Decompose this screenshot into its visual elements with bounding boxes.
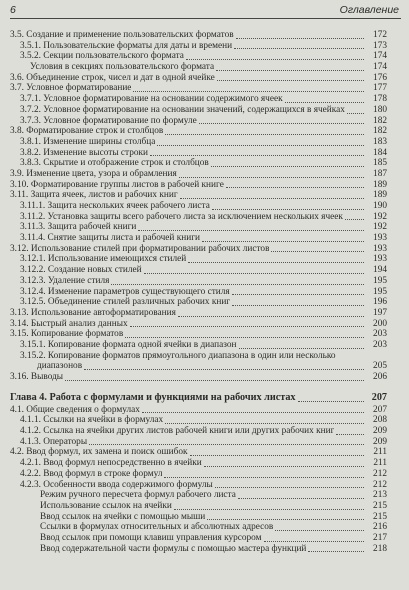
toc-entry-line <box>10 158 387 169</box>
toc-entry-line <box>10 201 387 212</box>
dot-leader <box>111 283 364 285</box>
toc-entry-text: 3.16. Выводы <box>10 372 64 383</box>
toc-entry-line <box>10 437 387 448</box>
toc-entry-line <box>10 426 387 437</box>
toc-page-number: 197 <box>373 307 387 318</box>
toc-page-number: 189 <box>373 190 387 201</box>
dot-leader <box>138 229 364 231</box>
toc-entry <box>10 201 387 212</box>
toc-entry <box>10 490 387 501</box>
toc-entry <box>10 287 387 298</box>
toc-entry-line <box>10 447 387 458</box>
toc-page-number: 218 <box>373 543 387 554</box>
toc-page-number: 195 <box>373 286 387 297</box>
toc-entry <box>10 265 387 276</box>
toc-entry-line <box>10 73 387 84</box>
toc-entry <box>10 480 387 491</box>
toc-page-number: 212 <box>373 468 387 479</box>
toc-entry-text: Ввод ссылок при помощи клавиш управления курсором <box>40 532 262 543</box>
dot-leader <box>204 465 364 467</box>
toc-entry-line <box>10 169 387 180</box>
toc-page-number: 192 <box>373 211 387 222</box>
toc-entry <box>10 212 387 223</box>
toc-page-number: 205 <box>373 361 387 372</box>
toc-page-number: 187 <box>373 168 387 179</box>
toc-page-number: 172 <box>373 30 387 40</box>
dot-leader <box>212 208 364 210</box>
toc-entry-text: 3.12.1. Использование имеющихся стилей <box>20 254 187 265</box>
toc-entry-text: 3.6. Объединение строк, чисел и дат в одной ячейке <box>10 72 215 83</box>
toc-entry <box>10 319 387 330</box>
toc-page-number: 182 <box>373 115 387 126</box>
dot-leader <box>144 272 364 274</box>
toc-entry-text: 3.12. Использование стилей при форматировании рабочих листов <box>10 243 270 254</box>
toc-entry-text: 4.2.3. Особенности ввода содержимого формулы <box>20 479 213 490</box>
toc-entry-text: 3.8.3. Скрытие и отображение строк и столбцов <box>20 158 209 169</box>
toc-entry <box>10 512 387 523</box>
toc-entry-line <box>10 41 387 52</box>
toc-entry-line <box>10 30 387 41</box>
toc-entry <box>10 297 387 308</box>
toc-page-number: 215 <box>373 500 387 511</box>
toc-page-number: 216 <box>373 522 387 533</box>
dot-leader <box>234 47 364 49</box>
dot-leader <box>165 133 364 135</box>
toc-entry-text: 3.7.2. Условное форматирование на основании значений, содержащихся в ячейках <box>20 104 345 115</box>
table-of-contents <box>10 30 387 554</box>
toc-entry-text: 3.11. Защита ячеек, листов и рабочих книг <box>10 190 178 201</box>
toc-entry-text: 4.2. Ввод формул, их замена и поиск ошибок <box>10 447 188 458</box>
toc-entry <box>10 148 387 159</box>
toc-page-number: 174 <box>373 62 387 73</box>
toc-page-number: 209 <box>373 436 387 447</box>
toc-entry-text: 3.8. Форматирование строк и столбцов <box>10 126 164 137</box>
toc-entry-line <box>10 329 387 340</box>
toc-page-number: 195 <box>373 275 387 286</box>
dot-leader <box>202 240 364 242</box>
toc-entry-text: 3.14. Быстрый анализ данных <box>10 318 128 329</box>
dot-leader <box>142 411 364 413</box>
toc-entry-text: 4.2.2. Ввод формул в строке формул <box>20 468 163 479</box>
toc-entry-line <box>10 62 387 73</box>
toc-entry-text: Режим ручного пересчета формул рабочего листа <box>40 490 236 501</box>
toc-page-number: 173 <box>373 40 387 51</box>
toc-page-number: 174 <box>373 51 387 62</box>
toc-entry <box>10 254 387 265</box>
dot-leader <box>125 336 364 338</box>
toc-entry <box>10 351 387 372</box>
toc-page-number: 209 <box>373 426 387 437</box>
toc-entry-text: 3.15. Копирование форматов <box>10 329 124 340</box>
toc-entry <box>10 426 387 437</box>
toc-chapter-entry <box>10 392 387 404</box>
dot-leader <box>345 218 364 220</box>
dot-leader <box>238 497 364 499</box>
toc-page-number: 203 <box>373 329 387 340</box>
toc-entry-text: 3.12.3. Удаление стиля <box>20 275 110 286</box>
toc-entry-text: 4.1. Общие сведения о формулах <box>10 404 140 415</box>
toc-entry-line <box>10 469 387 480</box>
toc-entry-line <box>10 254 387 265</box>
dot-leader <box>164 476 364 478</box>
toc-entry-text: 4.1.2. Ссылка на ячейки других листов рабочей книги или других рабочих книг <box>20 426 335 437</box>
toc-entry <box>10 469 387 480</box>
toc-entry-text: 3.7.1. Условное форматирование на основании содержимого ячеек <box>20 94 283 105</box>
toc-page-number: 193 <box>373 243 387 254</box>
toc-entry-line <box>10 501 387 512</box>
toc-entry-text: Использование ссылок на ячейки <box>40 500 172 511</box>
dot-leader <box>207 518 364 520</box>
toc-entry-line <box>10 405 387 416</box>
dot-leader <box>165 422 364 424</box>
dot-leader <box>89 443 364 445</box>
toc-entry <box>10 276 387 287</box>
toc-entry-text: 3.5.2. Секции пользовательского формата <box>20 51 184 62</box>
dot-leader <box>232 293 364 295</box>
toc-entry <box>10 137 387 148</box>
toc-entry <box>10 437 387 448</box>
toc-entry <box>10 169 387 180</box>
toc-entry <box>10 447 387 458</box>
dot-leader <box>215 486 364 488</box>
toc-page-number: 193 <box>373 254 387 265</box>
dot-leader <box>347 112 364 114</box>
toc-entry-text: 3.7. Условное форматирование <box>10 83 132 94</box>
dot-leader <box>150 154 364 156</box>
toc-entry-line <box>10 287 387 298</box>
toc-entry-text: 3.8.1. Изменение ширины столбца <box>20 136 156 147</box>
toc-entry-text: Ввод содержательной части формулы с помощью мастера функций <box>40 543 307 554</box>
dot-leader <box>84 368 364 370</box>
toc-entry-text: 4.1.3. Операторы <box>20 436 88 447</box>
toc-entry-line <box>10 297 387 308</box>
toc-page-number: 212 <box>373 479 387 490</box>
toc-entry <box>10 329 387 340</box>
dot-leader <box>217 79 364 81</box>
toc-entry-text: 3.9. Изменение цвета, узора и обрамления <box>10 168 177 179</box>
page-header <box>10 4 401 19</box>
toc-page-number: 176 <box>373 72 387 83</box>
toc-entry-text: 3.13. Использование автоформатирования <box>10 307 176 318</box>
dot-leader <box>336 433 364 435</box>
toc-entry-text: 3.8.2. Изменение высоты строки <box>20 147 149 158</box>
toc-page-number: 183 <box>373 136 387 147</box>
toc-entry <box>10 544 387 555</box>
dot-leader <box>188 261 364 263</box>
toc-entry <box>10 522 387 533</box>
toc-entry-text: 3.12.4. Изменение параметров существующего стиля <box>20 286 230 297</box>
toc-entry-line <box>10 340 387 351</box>
toc-entry <box>10 458 387 469</box>
toc-entry-text: 3.15.2. Копирование форматов прямоугольного диапазона в один или несколько <box>20 350 336 361</box>
toc-entry <box>10 158 387 169</box>
toc-entry-text: 3.7.3. Условное форматирование по формуле <box>20 115 197 126</box>
dot-leader <box>211 165 364 167</box>
toc-entry-line <box>10 361 387 372</box>
toc-entry <box>10 405 387 416</box>
toc-entry-line <box>10 319 387 330</box>
toc-page-number: 193 <box>373 233 387 244</box>
toc-entry-line <box>10 458 387 469</box>
toc-page-number: 215 <box>373 511 387 522</box>
toc-entry <box>10 308 387 319</box>
toc-entry-line <box>10 116 387 127</box>
toc-page-number: 185 <box>373 158 387 169</box>
toc-entry-text: 3.11.4. Снятие защиты листа и рабочей книги <box>20 233 200 244</box>
toc-page-number: 192 <box>373 222 387 233</box>
dot-leader <box>232 304 364 306</box>
dot-leader <box>190 454 364 456</box>
toc-page-number: 184 <box>373 147 387 158</box>
toc-entry-text: 3.11.1. Защита нескольких ячеек рабочего листа <box>20 201 210 211</box>
toc-entry-line <box>10 222 387 233</box>
toc-entry-text: Ввод ссылок на ячейки с помощью мыши <box>40 511 206 522</box>
toc-entry-line <box>10 233 387 244</box>
toc-entry-line <box>10 51 387 62</box>
toc-entry <box>10 105 387 116</box>
dot-leader <box>285 101 364 103</box>
toc-entry-line <box>10 522 387 533</box>
toc-page-number: 200 <box>373 318 387 329</box>
page-number: 6 <box>10 4 16 16</box>
toc-entry-text: Условия в секциях пользовательского формата <box>30 62 215 73</box>
toc-entry <box>10 83 387 94</box>
toc-entry-line <box>10 190 387 201</box>
toc-entry-text: 3.10. Форматирование группы листов в рабочей книге <box>10 179 224 190</box>
toc-page-number: 190 <box>373 201 387 211</box>
dot-leader <box>199 122 364 124</box>
toc-page-number: 178 <box>373 94 387 105</box>
toc-entry <box>10 190 387 201</box>
toc-entry <box>10 51 387 62</box>
toc-entry-line <box>10 265 387 276</box>
toc-page-number: 207 <box>373 404 387 415</box>
toc-entry-line <box>10 512 387 523</box>
toc-entry <box>10 41 387 52</box>
toc-entry-line <box>10 480 387 491</box>
toc-entry-text: 3.5. Создание и применение пользовательских форматов <box>10 30 234 40</box>
toc-page-number: 208 <box>373 415 387 426</box>
toc-entry-line <box>10 105 387 116</box>
dot-leader <box>239 347 364 349</box>
toc-entry <box>10 501 387 512</box>
toc-entry <box>10 94 387 105</box>
toc-entry-line <box>10 212 387 223</box>
dot-leader <box>275 529 364 531</box>
toc-page-number: 182 <box>373 126 387 137</box>
toc-page-number: 180 <box>373 104 387 115</box>
toc-page-number: 177 <box>373 83 387 94</box>
dot-leader <box>298 400 364 402</box>
toc-entry-line <box>10 490 387 501</box>
dot-leader <box>174 508 364 510</box>
toc-entry-line <box>10 126 387 137</box>
toc-page-number: 196 <box>373 297 387 308</box>
toc-entry <box>10 126 387 137</box>
toc-page-number: 211 <box>373 458 387 469</box>
toc-entry-line <box>10 276 387 287</box>
toc-page-number: 203 <box>373 339 387 350</box>
toc-entry-text: 4.2.1. Ввод формул непосредственно в ячейки <box>20 458 202 469</box>
toc-entry <box>10 180 387 191</box>
toc-entry <box>10 533 387 544</box>
dot-leader <box>271 250 364 252</box>
toc-page-number: 211 <box>373 447 387 458</box>
toc-entry-line <box>10 392 387 404</box>
toc-entry <box>10 233 387 244</box>
toc-entry-line <box>10 544 387 555</box>
toc-entry <box>10 372 387 383</box>
dot-leader <box>180 197 364 199</box>
toc-page-number: 207 <box>371 391 387 403</box>
dot-leader <box>179 176 364 178</box>
running-title: Оглавление <box>339 4 399 16</box>
toc-entry <box>10 62 387 73</box>
toc-entry-line <box>10 415 387 426</box>
toc-entry-line <box>10 244 387 255</box>
toc-page-number: 194 <box>373 265 387 276</box>
toc-entry-text: Глава 4. Работа с формулами и функциями на рабочих листах <box>10 391 296 403</box>
toc-entry-line <box>10 94 387 105</box>
toc-entry <box>10 244 387 255</box>
dot-leader <box>216 69 364 71</box>
toc-entry <box>10 222 387 233</box>
toc-entry <box>10 116 387 127</box>
toc-entry-text: 3.12.2. Создание новых стилей <box>20 265 142 276</box>
toc-entry <box>10 30 387 41</box>
dot-leader <box>133 90 364 92</box>
toc-entry <box>10 73 387 84</box>
toc-page-number: 213 <box>373 490 387 501</box>
toc-page-number: 206 <box>373 372 387 383</box>
dot-leader <box>226 186 364 188</box>
toc-entry-text: 3.12.5. Объединение стилей различных рабочих книг <box>20 297 231 308</box>
toc-entry-line <box>10 308 387 319</box>
toc-entry-line <box>10 180 387 191</box>
toc-entry-line <box>10 372 387 383</box>
toc-entry-text: 3.11.3. Защита рабочей книги <box>20 222 137 233</box>
toc-entry-line <box>10 148 387 159</box>
toc-entry-text: 3.5.1. Пользовательские форматы для даты и времени <box>20 40 233 51</box>
toc-entry-line <box>10 533 387 544</box>
toc-entry-text: Ссылки в формулах относительных и абсолютных адресов <box>40 522 274 533</box>
toc-entry <box>10 415 387 426</box>
toc-entry-text: 3.15.1. Копирование формата одной ячейки в диапазон <box>20 339 237 350</box>
dot-leader <box>65 379 364 381</box>
toc-entry-text: 3.11.2. Установка защиты всего рабочего листа за исключением нескольких ячеек <box>20 211 343 222</box>
toc-page-number: 189 <box>373 179 387 190</box>
dot-leader <box>178 315 364 317</box>
toc-entry <box>10 340 387 351</box>
dot-leader <box>130 325 364 327</box>
dot-leader <box>236 37 364 39</box>
toc-entry-text: 4.1.1. Ссылки на ячейки в формулах <box>20 415 164 426</box>
dot-leader <box>308 550 364 552</box>
toc-entry-line <box>10 83 387 94</box>
dot-leader <box>264 540 364 542</box>
toc-page-number: 217 <box>373 532 387 543</box>
dot-leader <box>157 144 364 146</box>
toc-entry-line <box>10 137 387 148</box>
toc-entry-text-continued: диапазонов <box>37 361 83 372</box>
dot-leader <box>186 58 364 60</box>
